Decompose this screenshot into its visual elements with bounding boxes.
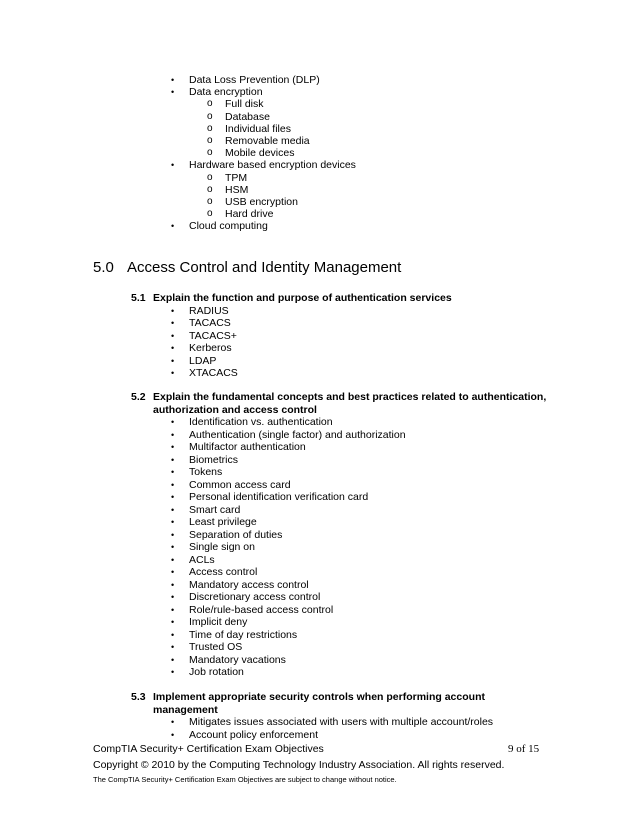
bullet-icon: •: [171, 160, 175, 171]
subsection-number: 5.2: [131, 391, 146, 403]
list-item: Implicit deny: [189, 616, 248, 628]
subsection-number: 5.3: [131, 691, 146, 703]
bullet-icon: •: [171, 454, 175, 465]
bullet-icon: •: [171, 355, 175, 366]
list-item: Data encryption: [189, 86, 263, 99]
subsection-number: 5.1: [131, 292, 146, 304]
list-item: Identification vs. authentication: [189, 416, 333, 428]
list-item: RADIUS: [189, 304, 229, 317]
list-item: Personal identification verification card: [189, 491, 369, 503]
bullet-icon: •: [171, 442, 175, 452]
bullet-icon: •: [171, 87, 175, 98]
sub-bullet-icon: o: [207, 196, 213, 207]
bullet-icon: •: [171, 417, 175, 427]
list-item: Job rotation: [189, 666, 244, 678]
sub-list-item: Mobile devices: [225, 147, 295, 160]
footer-doc-title: CompTIA Security+ Certification Exam Objectives: [93, 743, 324, 755]
bullet-icon: •: [171, 629, 175, 640]
list-item: Account policy enforcement: [189, 728, 318, 741]
section-title: Access Control and Identity Management: [127, 259, 402, 276]
list-item: Trusted OS: [189, 641, 243, 653]
list-item: Data Loss Prevention (DLP): [189, 74, 320, 86]
bullet-icon: •: [171, 330, 175, 341]
list-item: Tokens: [189, 466, 223, 478]
sub-list-item: Individual files: [225, 122, 291, 135]
bullet-icon: •: [171, 479, 175, 490]
list-item: Cloud computing: [189, 220, 268, 233]
sub-bullet-icon: o: [207, 208, 213, 220]
subsection-title: Implement appropriate security controls when performing account: [153, 691, 485, 703]
bullet-icon: •: [171, 75, 175, 85]
bullet-icon: •: [171, 517, 175, 527]
list-item: Multifactor authentication: [189, 441, 306, 453]
bullet-icon: •: [171, 467, 175, 477]
footer-copyright: Copyright © 2010 by the Computing Technology Industry Association. All rights reserved.: [93, 759, 505, 771]
bullet-icon: •: [171, 529, 175, 540]
bullet-icon: •: [171, 305, 175, 316]
list-item: Common access card: [189, 478, 291, 491]
list-item: TACACS+: [189, 329, 237, 342]
bullet-icon: •: [171, 542, 175, 552]
bullet-icon: •: [171, 492, 175, 502]
sub-bullet-icon: o: [207, 110, 213, 122]
sub-list-item: Database: [225, 110, 270, 123]
list-item: Mandatory access control: [189, 578, 309, 591]
sub-bullet-icon: o: [207, 171, 213, 183]
sub-list-item: TPM: [225, 171, 248, 184]
subsection-title: Explain the function and purpose of authentication services: [153, 292, 452, 304]
section-number: 5.0: [93, 259, 114, 276]
sub-list-item: Hard drive: [225, 208, 274, 221]
bullet-icon: •: [171, 579, 175, 590]
subsection-title: management: [153, 703, 218, 716]
list-item: TACACS: [189, 317, 231, 329]
sub-list-item: USB encryption: [225, 196, 298, 208]
sub-list-item: Removable media: [225, 135, 310, 147]
bullet-icon: •: [171, 318, 175, 328]
list-item: Mitigates issues associated with users with multiple account/roles: [189, 716, 494, 728]
list-item: Hardware based encryption devices: [189, 159, 356, 172]
bullet-icon: •: [171, 667, 175, 677]
list-item: LDAP: [189, 354, 217, 367]
sub-bullet-icon: o: [207, 122, 213, 134]
bullet-icon: •: [171, 604, 175, 615]
list-item: Role/rule-based access control: [189, 603, 334, 616]
bullet-icon: •: [171, 567, 175, 577]
bullet-icon: •: [171, 368, 175, 378]
list-item: Separation of duties: [189, 528, 283, 541]
bullet-icon: •: [171, 617, 175, 627]
list-item: Access control: [189, 566, 258, 578]
bullet-icon: •: [171, 504, 175, 515]
list-item: XTACACS: [189, 367, 238, 379]
sub-bullet-icon: o: [207, 183, 213, 195]
sub-bullet-icon: o: [207, 147, 213, 159]
footer-notice: The CompTIA Security+ Certification Exam Objectives are subject to change without notice.: [93, 775, 397, 784]
footer-page-number: 9 of 15: [508, 743, 540, 755]
sub-list-item: Full disk: [225, 98, 264, 111]
list-item: Authentication (single factor) and authorization: [189, 428, 406, 441]
sub-bullet-icon: o: [207, 135, 213, 146]
bullet-icon: •: [171, 592, 175, 602]
list-item: Discretionary access control: [189, 591, 321, 603]
list-item: Least privilege: [189, 516, 257, 528]
sub-bullet-icon: o: [207, 98, 213, 110]
list-item: Mandatory vacations: [189, 653, 286, 666]
bullet-icon: •: [171, 729, 175, 740]
sub-list-item: HSM: [225, 183, 249, 196]
list-item: Biometrics: [189, 453, 239, 466]
list-item: Single sign on: [189, 541, 255, 553]
subsection-title: Explain the fundamental concepts and best practices related to authentication,: [153, 391, 547, 403]
bullet-icon: •: [171, 429, 175, 440]
list-item: Kerberos: [189, 342, 232, 354]
list-item: Time of day restrictions: [189, 628, 298, 641]
bullet-icon: •: [171, 221, 175, 232]
bullet-icon: •: [171, 717, 175, 727]
list-item: Smart card: [189, 503, 241, 516]
list-item: ACLs: [189, 553, 215, 566]
bullet-icon: •: [171, 554, 175, 565]
subsection-title: authorization and access control: [153, 403, 317, 416]
bullet-icon: •: [171, 642, 175, 652]
bullet-icon: •: [171, 343, 175, 353]
bullet-icon: •: [171, 654, 175, 665]
